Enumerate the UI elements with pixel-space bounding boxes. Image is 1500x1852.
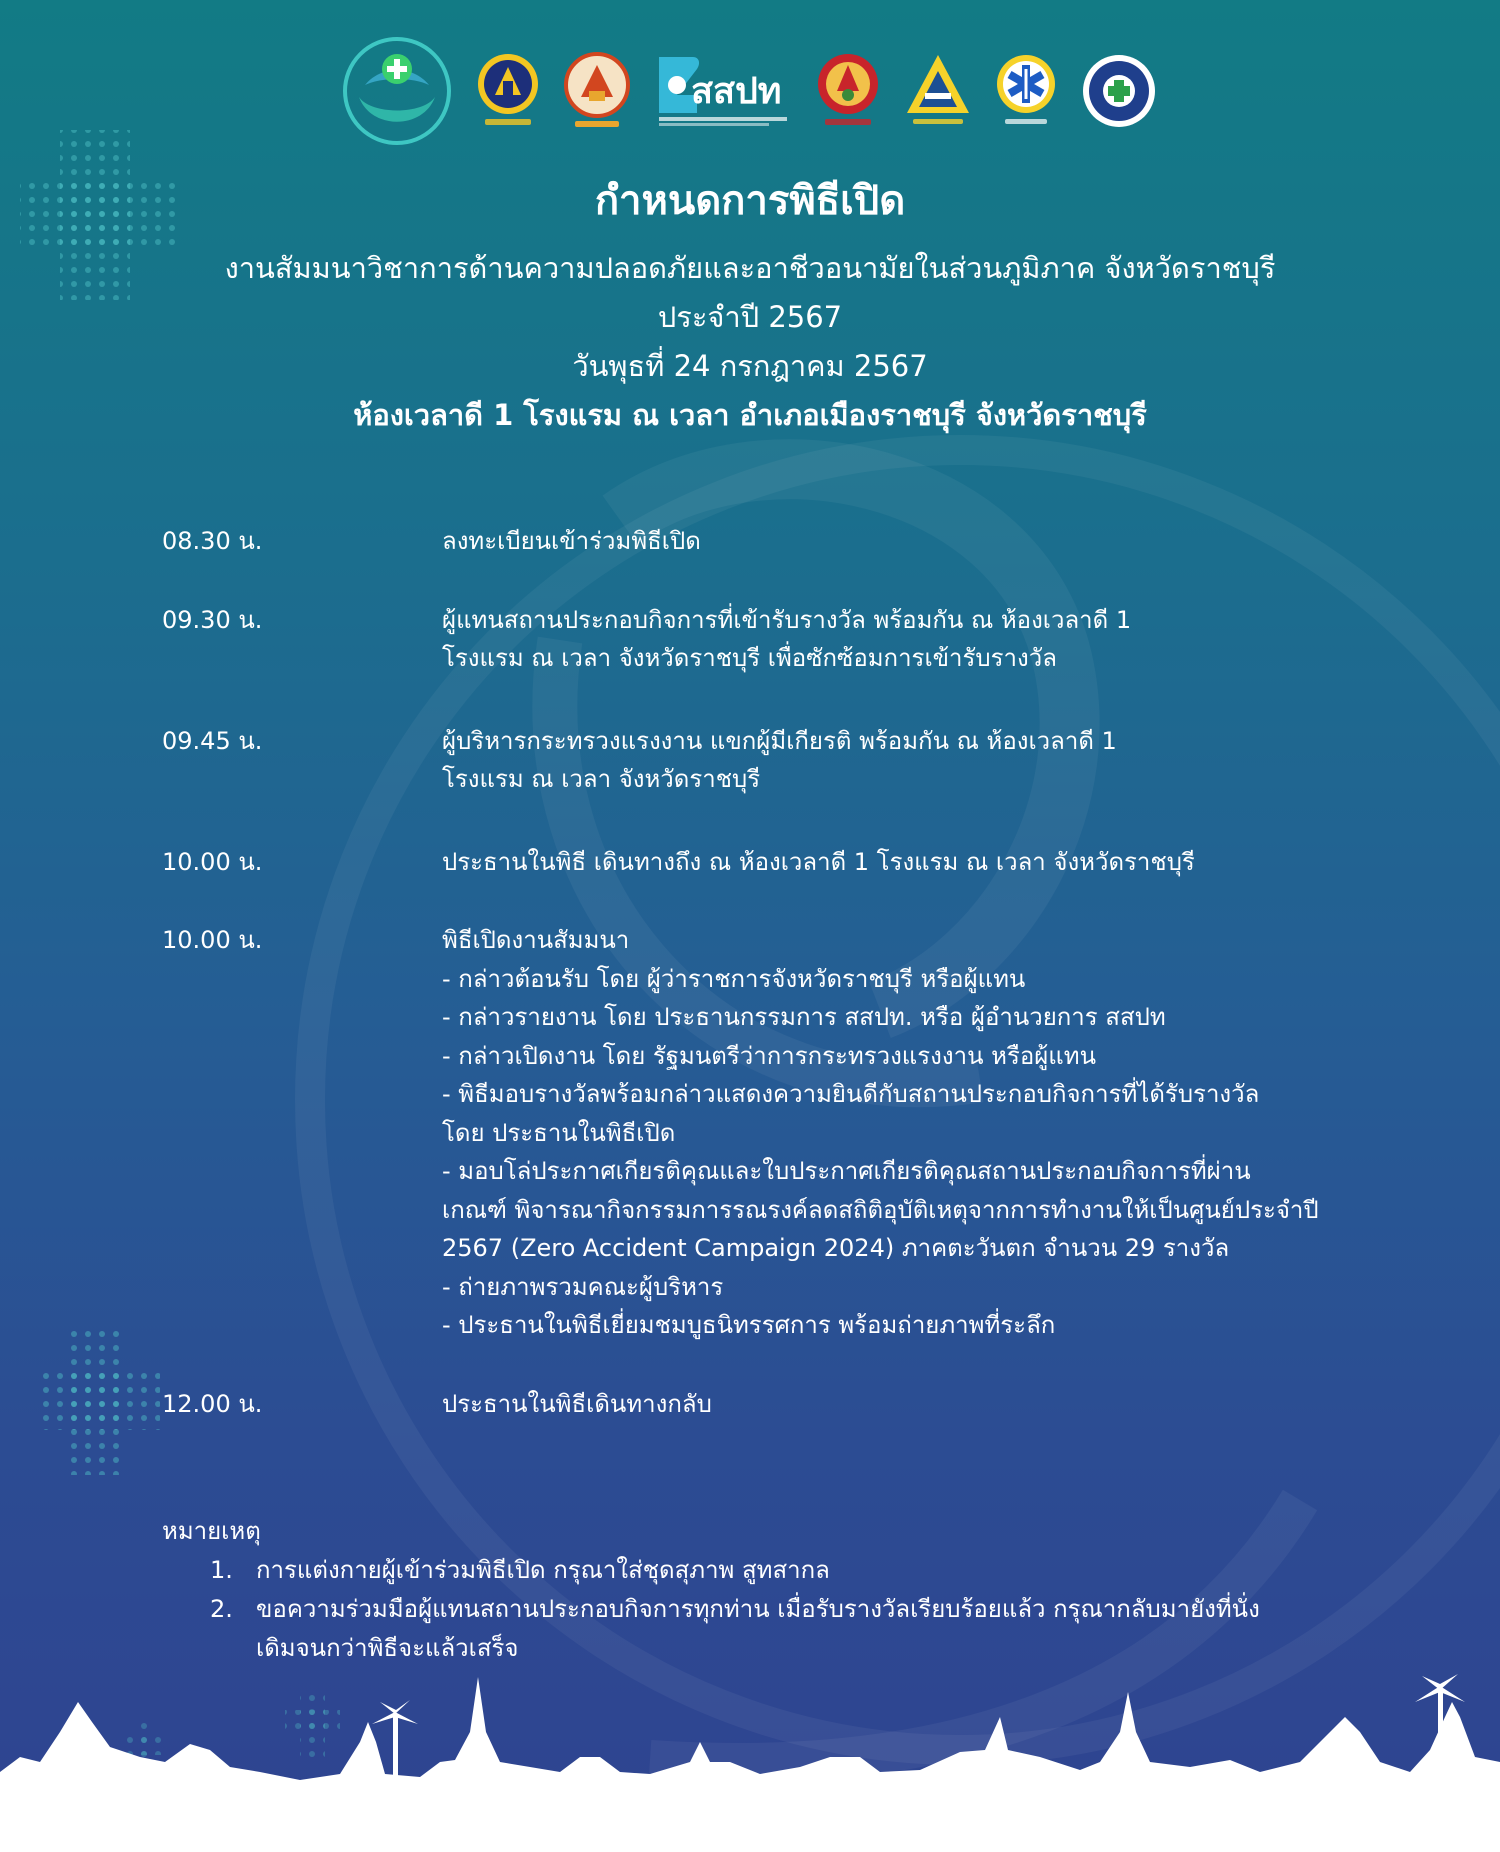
schedule-line: โรงแรม ณ เวลา จังหวัดราชบุรี [442,765,761,793]
schedule-description [442,601,1402,678]
schedule-line: โรงแรม ณ เวลา จังหวัดราชบุรี เพื่อซักซ้อมการเข้ารับรางวัล [442,644,1057,672]
notes-section [162,1512,1412,1668]
note-item [162,1590,1412,1668]
schedule-line: ผู้บริหารกระทรวงแรงงาน แขกผู้มีเกียรติ พร้อมกัน ณ ห้องเวลาดี 1 [442,726,1117,755]
schedule-description [442,1385,1402,1424]
city-skyline-silhouette [0,1662,1500,1852]
schedule-description [442,921,1402,1345]
event-year: ประจำปี 2567 [657,300,843,334]
note-number: 1. [210,1556,233,1584]
schedule-line: - พิธีมอบรางวัลพร้อมกล่าวแสดงความยินดีกับสถานประกอบกิจการที่ได้รับรางวัล [442,1080,1260,1108]
event-venue: ห้องเวลาดี 1 โรงแรม ณ เวลา อำเภอเมืองราชบุรี จังหวัดราชบุรี [353,398,1147,432]
note-line: เดิมจนกว่าพิธีจะแล้วเสร็จ [256,1634,519,1662]
schedule-time: 10.00 น. [162,926,263,954]
schedule-line: พิธีเปิดงานสัมมนา [442,926,630,954]
schedule-list [162,522,1402,1423]
note-text [256,1551,1412,1590]
schedule-line: 2567 (Zero Accident Campaign 2024) ภาคตะวันตก จำนวน 29 รางวัล [442,1234,1230,1262]
schedule-row [162,1385,1402,1424]
white-cross-badge-icon [1079,51,1159,131]
health-hands-logo-icon [341,35,453,147]
schedule-line: - กล่าวเปิดงาน โดย รัฐมนตรีว่าการกระทรวงแรงงาน หรือผู้แทน [442,1041,1096,1070]
schedule-time: 08.30 น. [162,527,263,555]
triangle-emblem-icon [903,51,973,131]
schedule-description [442,522,1402,561]
provincial-seal-icon [475,51,541,131]
event-date: วันพุธที่ 24 กรกฎาคม 2567 [572,349,928,383]
page-header [60,168,1440,440]
schedule-line: ประธานในพิธี เดินทางถึง ณ ห้องเวลาดี 1 โรงแรม ณ เวลา จังหวัดราชบุรี [442,847,1195,876]
schedule-line: ประธานในพิธีเดินทางกลับ [442,1389,712,1418]
ministry-of-labour-seal-icon [563,51,631,131]
schedule-time: 09.45 น. [162,726,263,755]
schedule-line: - กล่าวต้อนรับ โดย ผู้ว่าราชการจังหวัดราชบุรี หรือผู้แทน [442,964,1026,993]
page-title: กำหนดการพิธีเปิด [594,178,906,224]
logo-row [0,36,1500,146]
schedule-description [442,843,1402,882]
medical-star-of-life-icon [995,51,1057,131]
schedule-row [162,921,1402,1345]
ssopt-logo-text: สสปท [691,70,782,111]
schedule-line: ผู้แทนสถานประกอบกิจการที่เข้ารับรางวัล พร้อมกัน ณ ห้องเวลาดี 1 [442,605,1132,634]
schedule-line: โดย ประธานในพิธีเปิด [442,1118,676,1147]
schedule-line: - มอบโล่ประกาศเกียรติคุณและใบประกาศเกียรติคุณสถานประกอบกิจการที่ผ่าน [442,1157,1251,1185]
schedule-row [162,601,1402,678]
schedule-description [442,722,1402,799]
note-text [256,1590,1412,1668]
schedule-row [162,722,1402,799]
schedule-line: - กล่าวรายงาน โดย ประธานกรรมการ สสปท. หรือ ผู้อำนวยการ สสปท [442,1003,1166,1031]
schedule-row [162,843,1402,882]
note-number: 2. [210,1595,233,1623]
schedule-line: - ถ่ายภาพรวมคณะผู้บริหาร [442,1272,724,1301]
schedule-line: ลงทะเบียนเข้าร่วมพิธีเปิด [442,527,701,555]
note-line: ขอความร่วมมือผู้แทนสถานประกอบกิจการทุกท่าน เมื่อรับรางวัลเรียบร้อยแล้ว กรุณากลับมายังที่นั่ง [256,1595,1260,1623]
schedule-line: เกณฑ์ พิจารณากิจกรรมการรณรงค์ลดสถิติอุบัติเหตุจากการทำงานให้เป็นศูนย์ประจำปี [442,1195,1319,1224]
notes-heading: หมายเหตุ [162,1517,261,1545]
schedule-line: - ประธานในพิธีเยี่ยมชมบูธนิทรรศการ พร้อมถ่ายภาพที่ระลึก [442,1311,1056,1339]
note-line: การแต่งกายผู้เข้าร่วมพิธีเปิด กรุณาใส่ชุดสุภาพ สูทสากล [256,1556,830,1584]
schedule-row [162,522,1402,561]
schedule-time: 10.00 น. [162,847,263,876]
red-emblem-seal-icon [815,51,881,131]
note-item [162,1551,1412,1590]
ssopt-logo-icon [653,51,793,131]
schedule-time: 09.30 น. [162,605,263,634]
schedule-time: 12.00 น. [162,1389,263,1418]
event-name: งานสัมมนาวิชาการด้านความปลอดภัยและอาชีวอนามัยในส่วนภูมิภาค จังหวัดราชบุรี [224,251,1276,285]
